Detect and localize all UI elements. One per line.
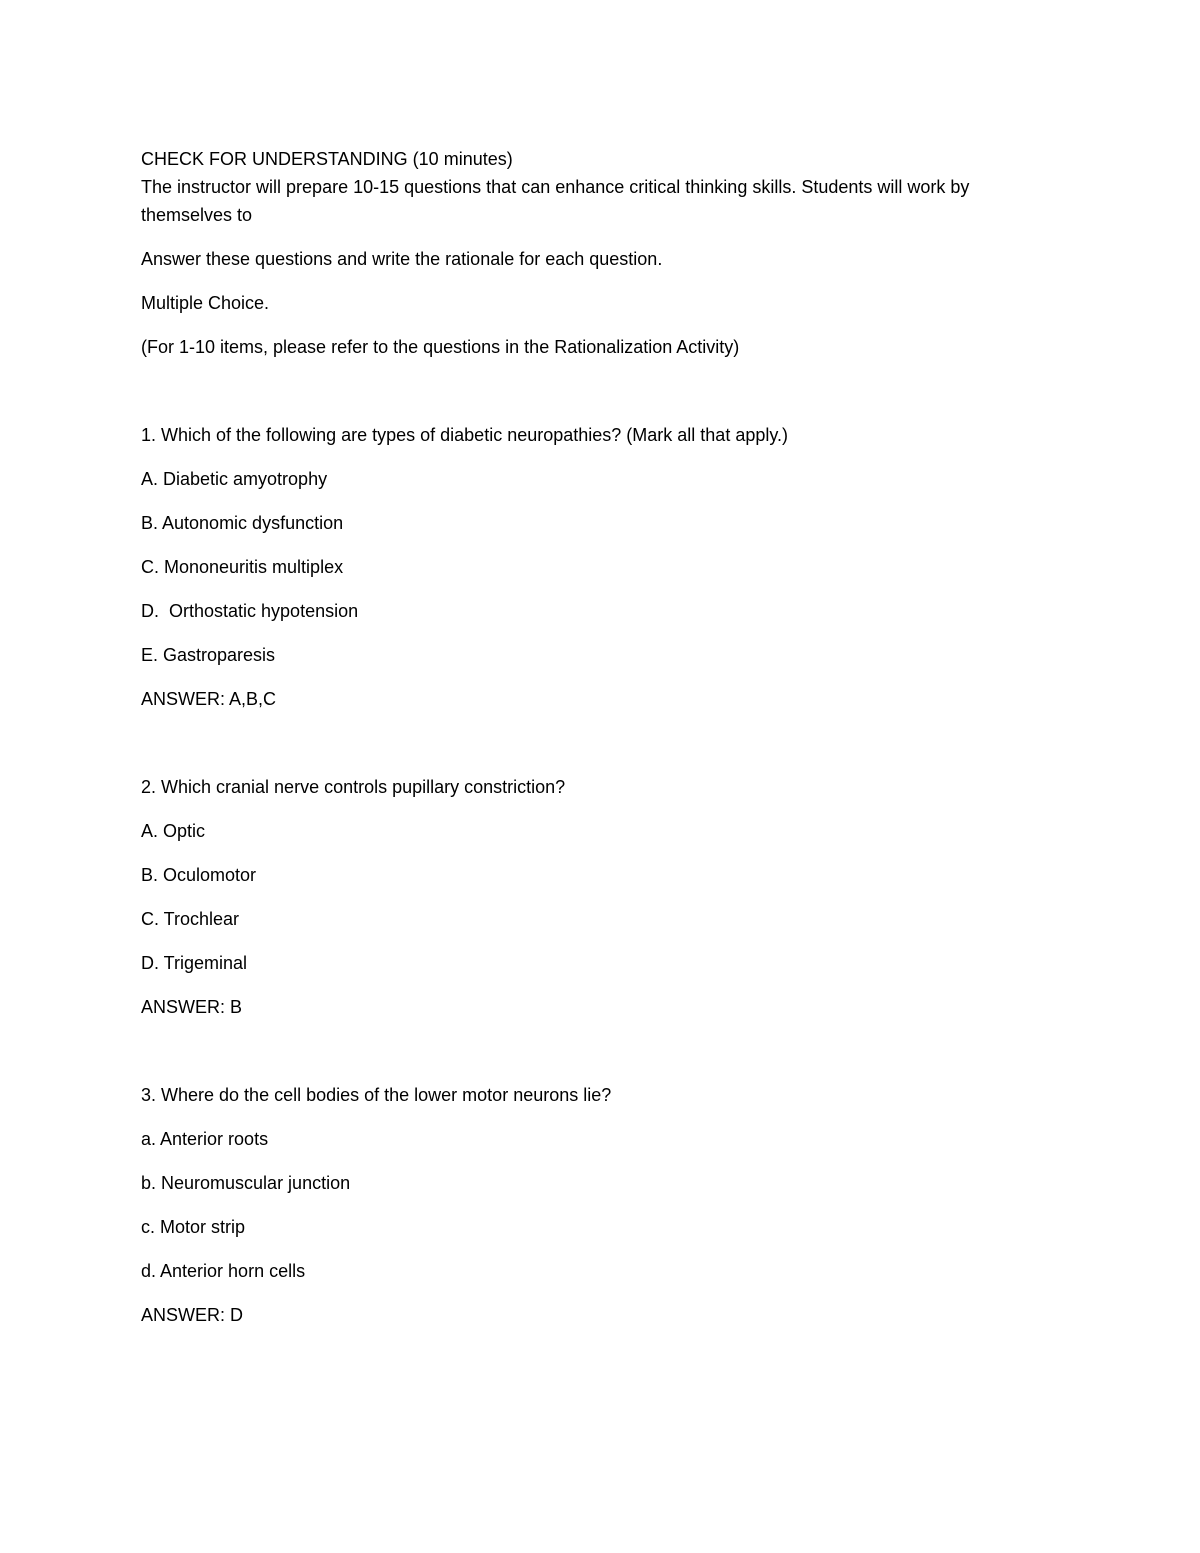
answer-option: d. Anterior horn cells <box>141 1261 306 1281</box>
answer-option: B. Oculomotor <box>141 865 257 885</box>
intro-paragraph: The instructor will prepare 10-15 questions that can enhance critical thinking skills. Students will work by themselves to <box>141 177 970 225</box>
question-block-1 <box>141 421 1046 713</box>
document-body <box>141 145 1046 1329</box>
reference-note: (For 1-10 items, please refer to the questions in the Rationalization Activity) <box>141 337 740 357</box>
question-type-label: Multiple Choice. <box>141 293 270 313</box>
answer-option: c. Motor strip <box>141 1217 246 1237</box>
answer-option: D. Orthostatic hypotension <box>141 601 359 621</box>
answer-option: E. Gastroparesis <box>141 645 276 665</box>
answer-option: b. Neuromuscular junction <box>141 1173 351 1193</box>
instruction-paragraph: Answer these questions and write the rationale for each question. <box>141 249 663 269</box>
question-stem: 3. Where do the cell bodies of the lower motor neurons lie? <box>141 1085 612 1105</box>
answer-key: ANSWER: B <box>141 997 243 1017</box>
question-stem: 2. Which cranial nerve controls pupillary constriction? <box>141 777 566 797</box>
answer-option: C. Trochlear <box>141 909 240 929</box>
answer-option: a. Anterior roots <box>141 1129 269 1149</box>
answer-option: A. Diabetic amyotrophy <box>141 469 328 489</box>
question-block-3 <box>141 1081 1046 1329</box>
answer-key: ANSWER: A,B,C <box>141 689 277 709</box>
answer-option: D. Trigeminal <box>141 953 248 973</box>
answer-key: ANSWER: D <box>141 1305 244 1325</box>
answer-option: A. Optic <box>141 821 206 841</box>
question-block-2 <box>141 773 1046 1021</box>
question-stem: 1. Which of the following are types of diabetic neuropathies? (Mark all that apply.) <box>141 425 789 445</box>
answer-option: C. Mononeuritis multiplex <box>141 557 344 577</box>
answer-option: B. Autonomic dysfunction <box>141 513 344 533</box>
section-title: CHECK FOR UNDERSTANDING (10 minutes) <box>141 149 513 169</box>
